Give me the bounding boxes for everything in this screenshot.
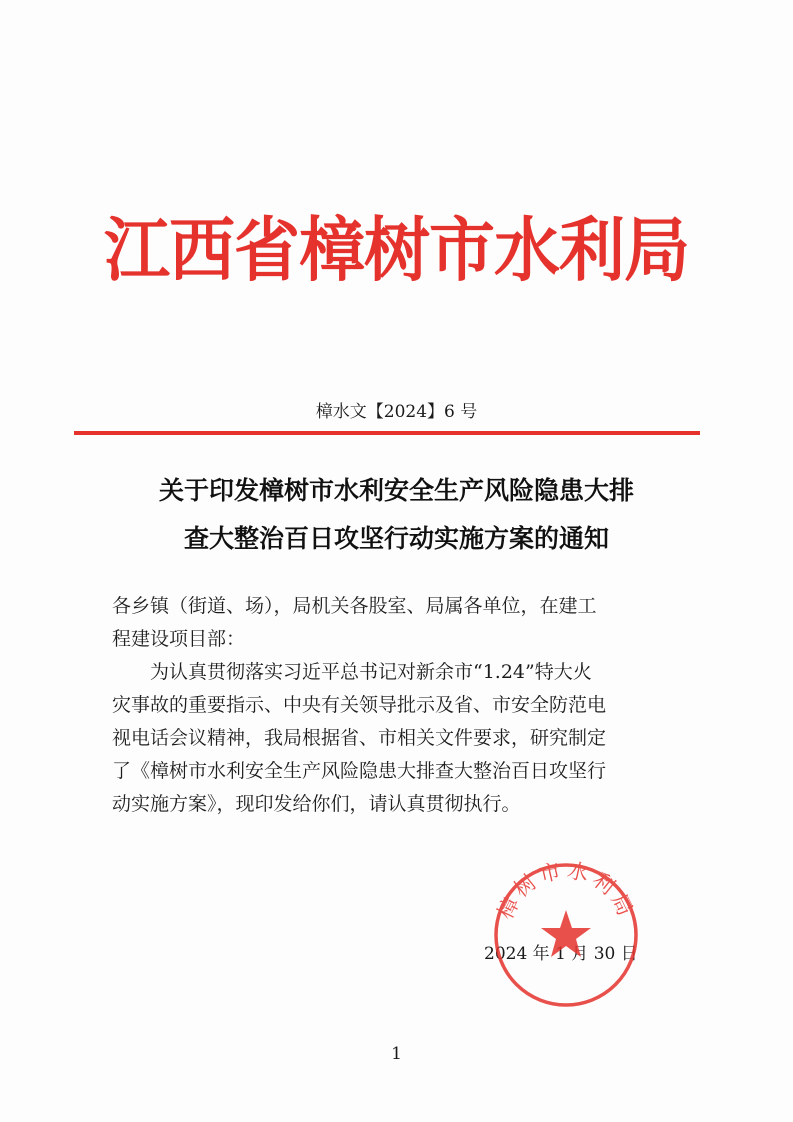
page-number: 1 <box>391 1044 402 1064</box>
document-title <box>60 467 733 563</box>
body-line: 为认真贯彻落实习近平总书记对新余市“1.24”特大火 <box>150 661 592 683</box>
document-body <box>112 590 692 821</box>
official-seal-icon <box>491 860 641 1010</box>
salutation-line: 程建设项目部： <box>112 628 246 650</box>
document-number: 樟水文【2024】6 号 <box>315 402 478 422</box>
title-line: 查大整治百日攻坚行动实施方案的通知 <box>183 524 609 553</box>
body-line: 视电话会议精神，我局根据省、市相关文件要求，研究制定 <box>112 727 607 749</box>
red-divider-rule <box>74 431 700 435</box>
body-line: 了《樟树市水利安全生产风险隐患大排查大整治百日攻坚行 <box>112 760 607 782</box>
body-line: 灾事故的重要指示、中央有关领导批示及省、市安全防范电 <box>112 694 607 716</box>
salutation-line: 各乡镇（街道、场），局机关各股室、局属各单位，在建工 <box>112 595 597 617</box>
svg-text:樟树市水利局: 樟树市水利局 <box>493 860 639 923</box>
body-line: 动实施方案》，现印发给你们，请认真贯彻执行。 <box>112 793 521 815</box>
title-line: 关于印发樟树市水利安全生产风险隐患大排 <box>158 476 634 505</box>
agency-masthead: 江西省樟树市水利局 <box>104 210 689 291</box>
issue-date: 2024 年 1 月 30 日 <box>484 944 638 964</box>
